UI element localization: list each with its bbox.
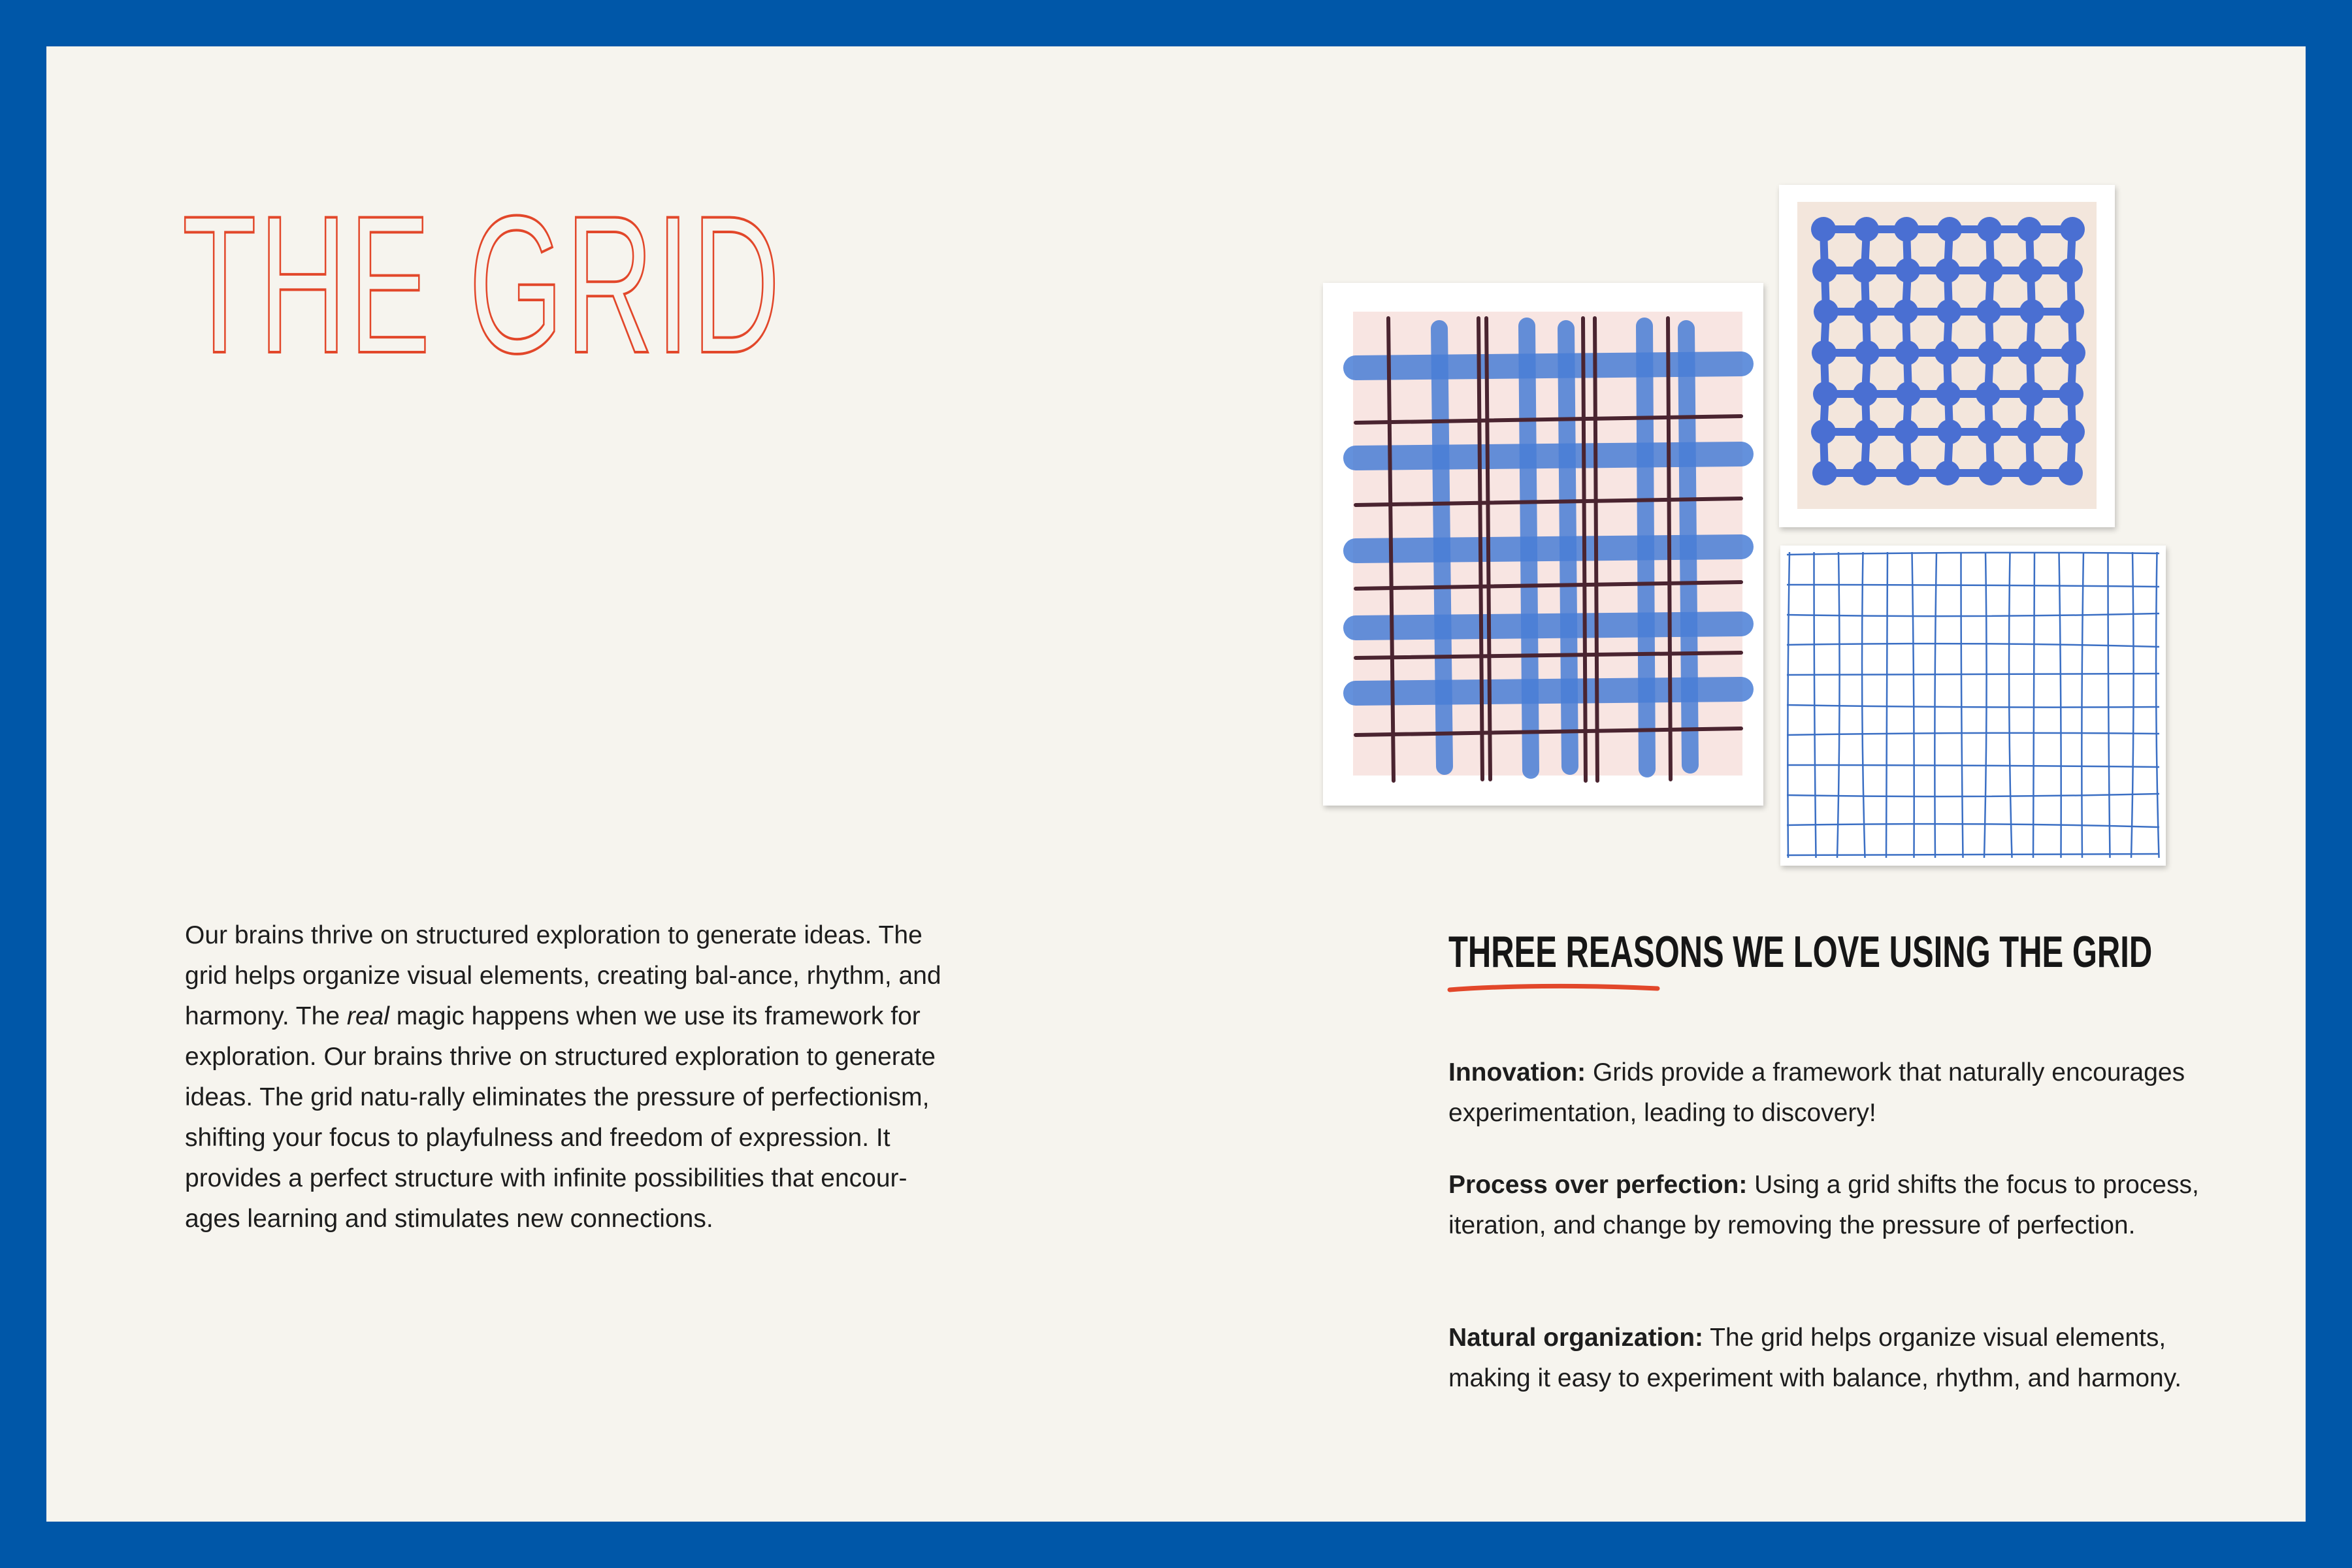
reason-text: Grids provide a framework that naturally encourages experimentation, leading to discovery! bbox=[1448, 1058, 2185, 1127]
reason-term: Process over perfection: bbox=[1448, 1171, 1748, 1199]
body-emphasis: real bbox=[346, 1002, 389, 1030]
plaid-grid-artwork bbox=[1323, 283, 1763, 806]
page-title: THE GRID bbox=[182, 174, 783, 394]
dot-grid-artwork bbox=[1779, 185, 2115, 527]
reason-term: Natural organization: bbox=[1448, 1324, 1704, 1352]
reason-organization bbox=[1448, 1318, 2200, 1399]
body-text-part: magic happens when we use its framework for exploration. Our brains thrive on structured exploration to generate ideas. The grid natu-rally eliminates the pressure of perfectionism, shifting your focus to playfulness and freedom of expression. It provides a perfect structure with infinite possibilities that encour-ages learning and stimulates new connections. bbox=[185, 1002, 936, 1233]
reason-term: Innovation: bbox=[1448, 1058, 1586, 1086]
page bbox=[46, 46, 2306, 1522]
reason-text: Using a grid shifts the focus to process, iteration, and change by removing the pressure of perfection. bbox=[1448, 1171, 2199, 1239]
body-text-part: Our brains thrive on structured exploration to generate ideas. The grid helps organize visual elements, creating bal-ance, rhythm, and harmony. The bbox=[185, 921, 941, 1030]
heading-underline bbox=[1447, 981, 1660, 996]
reason-text: The grid helps organize visual elements, making it easy to experiment with balance, rhythm, and harmony. bbox=[1448, 1324, 2182, 1392]
reason-process bbox=[1448, 1165, 2200, 1246]
body-paragraph bbox=[185, 915, 956, 1239]
line-grid-artwork bbox=[1780, 546, 2166, 866]
reasons-heading: THREE REASONS WE LOVE USING THE GRID bbox=[1448, 927, 2153, 977]
reason-innovation bbox=[1448, 1053, 2200, 1134]
